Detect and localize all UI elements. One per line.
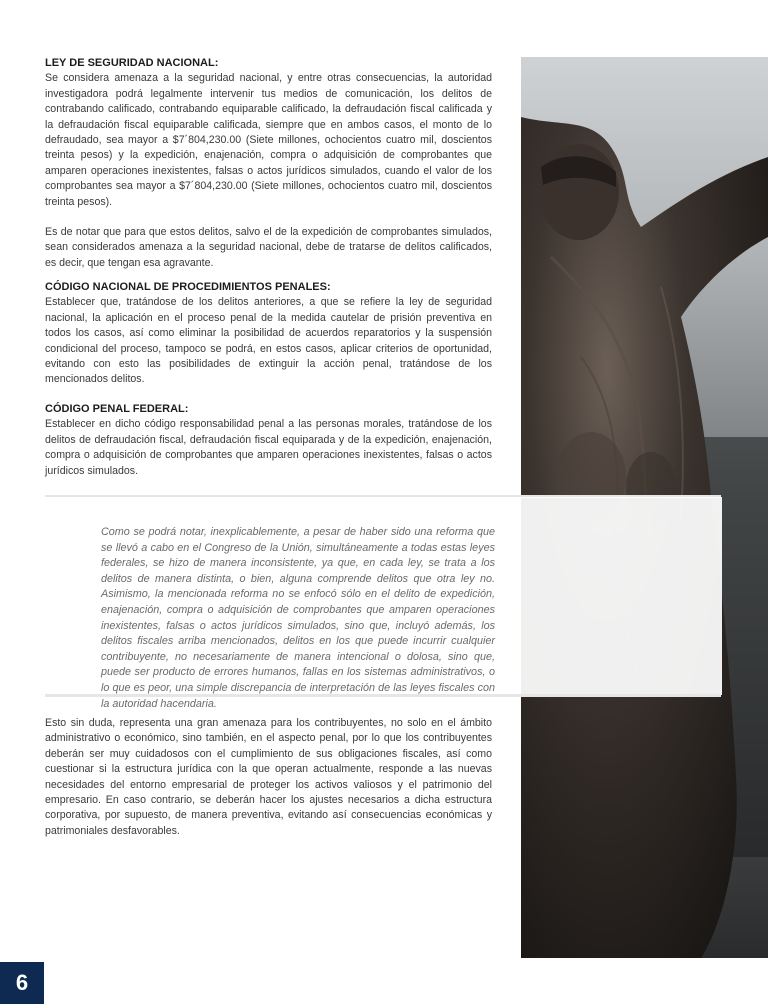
section-codigo-procedimientos (45, 280, 492, 388)
pull-quote: Como se podrá notar, inexplicablemente, a pesar de haber sido una reforma que se llevó a cabo en el Congreso de la Unión, simultáneamente a todas estas leyes federales, se hizo de manera inconsistente, ya que, en cada ley, se trata a los delitos de manera distinta, o bien, alguna comprende delitos que otra ley no. Asimismo, la mencionada reforma no se enfocó sólo en el delito de expedición, enajenación, compra o adquisición de comprobantes que amparen operaciones inexistentes, falsas o actos jurídicos simulados, sino que, incluyó además, los delitos fiscales arriba mencionados, delitos en los que puede incurrir cualquier contribuyente, no necesariamente de manera intencional o dolosa, sino que, puede ser producto de errores humanos, fallas en los sistemas administrativos, o lo que es peor, una simple discrepancia de interpretación de las leyes fiscales con la autoridad hacendaria. (101, 526, 495, 710)
paragraph: Establecer que, tratándose de los delitos anteriores, a que se refiere la ley de seguridad nacional, la aplicación en el proceso penal de la medida cautelar de prisión preventiva en todos los casos, así como eliminar la posibilidad de acuerdos reparatorios y la suspensión condicional del proceso, tampoco se podrá, en estos casos, aplicar criterios de oportunidad, evitando con esto las posibilidades de extinguir la acción penal, tratándose de los mencionados delitos. (45, 296, 492, 386)
section-heading: CÓDIGO NACIONAL DE PROCEDIMIENTOS PENALES: (45, 281, 331, 293)
section-heading: LEY DE SEGURIDAD NACIONAL: (45, 57, 219, 69)
closing-section (45, 716, 492, 839)
section-heading: CÓDIGO PENAL FEDERAL: (45, 403, 189, 415)
paragraph: Es de notar que para que estos delitos, salvo el de la expedición de comprobantes simulados, sean considerados amenaza a la seguridad nacional, debe de tratarse de delitos calificados, es decir, que tengan esa agravante. (45, 226, 492, 269)
page-number: 6 (0, 962, 44, 1004)
paragraph: Se considera amenaza a la seguridad nacional, y entre otras consecuencias, la autoridad investigadora podrá legalmente intervenir tus medios de comunicación, los delitos de contrabando calificado, contrabando equiparable calificado, la defraudación fiscal calificada y la defraudación fiscal equiparable calificada, siempre que en ambos casos, el monto de lo defraudado, sea mayor a $7´804,230.00 (Siete millones, ochocientos cuatro mil, doscientos treinta pesos) y la expedición, enajenación, compra o adquisición de comprobantes que amparen operaciones inexistentes, falsas o actos jurídicos simulados, cuando el valor de los comprobantes sea mayor a $7´804,230.00 (Siete millones, ochocientos cuatro mil, doscientos treinta pesos). (45, 72, 492, 208)
paragraph: Establecer en dicho código responsabilidad penal a las personas morales, tratándose de los delitos de defraudación fiscal, defraudación fiscal equiparada y de la expedición, enajenación, compra o adquisición de comprobantes que amparen operaciones inexistentes, falsas o actos jurídicos simulados. (45, 418, 492, 477)
section-codigo-penal (45, 402, 492, 479)
section-ley-seguridad (45, 56, 492, 271)
divider-bottom (45, 694, 721, 697)
closing-paragraph: Esto sin duda, representa una gran amenaza para los contribuyentes, no solo en el ámbito administrativo o económico, sino también, en el aspecto penal, por lo que los contribuyentes deberán ser muy cuidadosos con el cumplimiento de sus obligaciones fiscales, así como cuestionar si la estructura jurídica con la que operan actualmente, responde a las nuevas necesidades del entorno empresarial de proteger los activos valiosos y el patrimonio del empresario. En caso contrario, se deberán hacer los ajustes necesarios a dicha estructura corporativa, por supuesto, de manera preventiva, evitando así consecuencias económicas y patrimoniales desfavorables. (45, 717, 492, 837)
